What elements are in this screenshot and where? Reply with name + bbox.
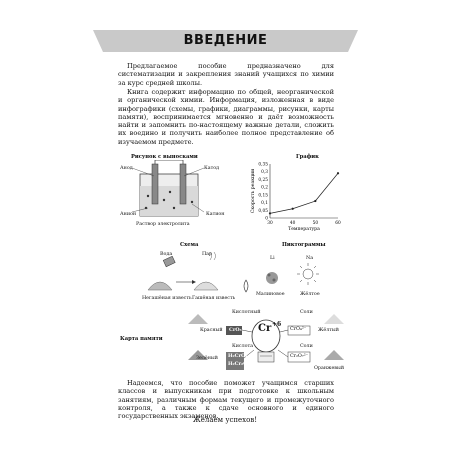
cr-charge: +6 bbox=[272, 321, 282, 328]
na-label: Na bbox=[306, 256, 314, 261]
h2cro4-formula: H₂CrO₄ bbox=[228, 353, 248, 359]
steam-label: Пар bbox=[202, 252, 213, 257]
closing-wish: Желаем успехов! bbox=[192, 416, 258, 424]
chart-title: График bbox=[296, 154, 319, 160]
data-point bbox=[269, 212, 271, 214]
y-tick-label: 0 bbox=[265, 216, 268, 222]
yellow-label: Жёлтое bbox=[300, 292, 320, 297]
y-tick-label: 0,1 bbox=[261, 201, 268, 207]
memory-map-drawing bbox=[186, 310, 346, 374]
data-point bbox=[292, 208, 294, 210]
y-axis-label: Скорость реакции bbox=[251, 168, 256, 214]
chart bbox=[248, 158, 348, 238]
data-point bbox=[337, 172, 339, 174]
x-axis-label: Температура bbox=[288, 227, 320, 232]
acid-oxide-label: Кислотный bbox=[232, 310, 261, 315]
green-label: Зелёный bbox=[196, 356, 218, 361]
series-line bbox=[270, 173, 338, 213]
scheme-caption: Схема bbox=[180, 242, 199, 248]
x-tick-label: 30 bbox=[267, 221, 273, 226]
cathode-label: Катод bbox=[204, 166, 220, 171]
quick-lime-label: Гашёная известь bbox=[192, 296, 236, 301]
y-tick-label: 0,15 bbox=[258, 193, 268, 199]
water-label: Вода bbox=[160, 252, 173, 257]
y-tick-label: 0,2 bbox=[261, 185, 268, 191]
solution-label: Раствор электролита bbox=[136, 222, 190, 227]
slaked-lime-label: Негашёная известь bbox=[142, 296, 192, 301]
y-tick-label: 0,3 bbox=[261, 170, 268, 176]
salts-label-bottom: Соли bbox=[300, 344, 313, 349]
salts-label-top: Соли bbox=[300, 310, 313, 315]
cr-ion: Cr bbox=[258, 323, 272, 334]
h2cr2o7-formula: H₂Cr₂O₇ bbox=[228, 361, 250, 367]
red-label: Красный bbox=[200, 328, 223, 333]
li-label: Li bbox=[270, 256, 275, 261]
x-tick-label: 40 bbox=[289, 221, 296, 226]
acid-label: Кислота bbox=[232, 344, 254, 349]
raspberry-label: Малиновое bbox=[256, 292, 285, 297]
page-title: ВВЕДЕНИЕ bbox=[183, 33, 268, 48]
yellow-color-label: Жёлтый bbox=[318, 328, 339, 333]
anion-label: Анион bbox=[120, 212, 137, 217]
x-tick-label: 50 bbox=[312, 221, 319, 226]
drawing-caption: Рисунок с выносками bbox=[131, 154, 198, 160]
orange-label: Оранжевый bbox=[314, 366, 345, 371]
pictograms-caption: Пиктограммы bbox=[282, 242, 326, 248]
intro-paragraph-1: Предлагаемое пособие предназначено для систематизации и закрепления знаний учащихся по химии за курс средней школы. bbox=[118, 62, 334, 87]
header-band bbox=[103, 30, 348, 52]
x-tick-label: 60 bbox=[335, 221, 341, 226]
cr2o7-formula: Cr₂O₇²⁻ bbox=[290, 354, 309, 359]
cation-label: Катион bbox=[206, 212, 225, 217]
anode-label: Анод bbox=[120, 166, 133, 171]
outro-paragraph: Надеемся, что пособие поможет учащимся старших классов и выпускникам при подготовке к школьным занятиям, различным формам текущего и промежуточного контроля, а также к сдаче основного и единого государственных экзаменов. bbox=[118, 379, 334, 421]
cro3-formula: CrO₃ bbox=[229, 327, 242, 333]
pictograms-drawing bbox=[236, 250, 336, 300]
data-point bbox=[314, 200, 316, 202]
y-tick-label: 0,25 bbox=[258, 177, 268, 183]
scheme-drawing bbox=[142, 248, 232, 294]
intro-paragraph-2: Книга содержит информацию по общей, неорганической и органической химии. Информация, изложенная в виде инфографики (схемы, графики, диаграммы, рисунки, карты памяти), воспринимается мгновенно и даёт возможность найти и запомнить по-настоящему важные детали, сложить их воедино и получить наиболее полное представление об изучаемом предмете. bbox=[118, 88, 334, 146]
y-tick-label: 0,35 bbox=[258, 162, 268, 168]
y-tick-label: 0,05 bbox=[258, 208, 268, 214]
memory-map-caption: Карта памяти bbox=[120, 336, 163, 342]
cro4-formula: CrO₄²⁻ bbox=[290, 327, 307, 332]
